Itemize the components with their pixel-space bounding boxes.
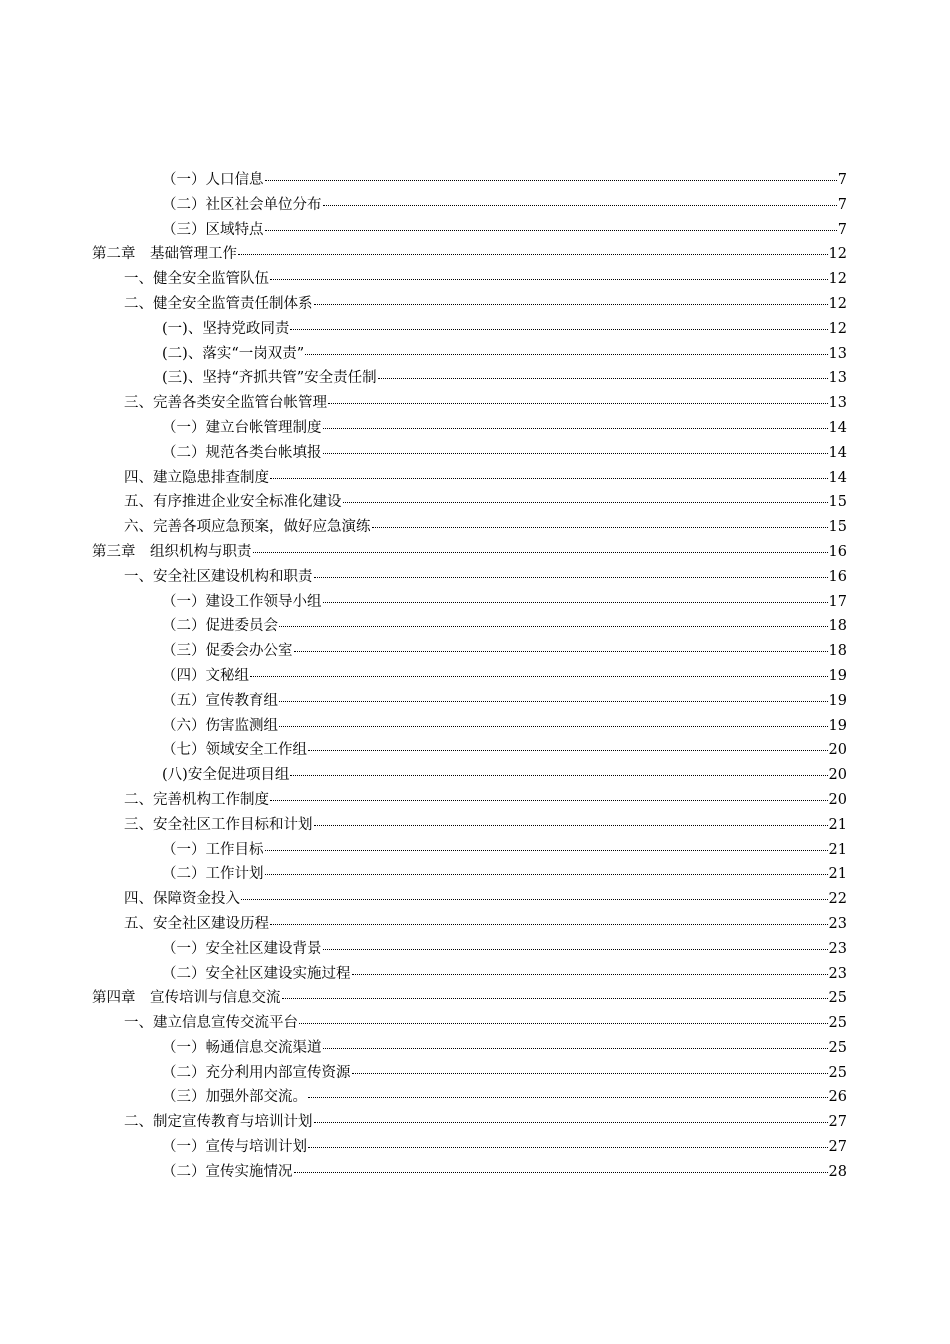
toc-entry-label: 一、安全社区建设机构和职责 xyxy=(124,568,313,585)
dot-leader xyxy=(308,750,828,751)
toc-entry-label: 五、有序推进企业安全标准化建设 xyxy=(124,494,342,511)
toc-entry-page-number: 20 xyxy=(828,791,847,808)
toc-entry[interactable] xyxy=(92,986,847,1011)
dot-leader xyxy=(290,775,827,776)
toc-entry-page-number: 13 xyxy=(828,370,847,387)
toc-entry-label: （七）领域安全工作组 xyxy=(162,742,307,759)
toc-entry[interactable] xyxy=(92,292,847,317)
toc-entry-page-number: 14 xyxy=(828,444,847,461)
dot-leader xyxy=(241,899,828,900)
toc-entry-page-number: 13 xyxy=(828,395,847,412)
dot-leader xyxy=(265,874,828,875)
toc-entry[interactable] xyxy=(92,664,847,689)
toc-entry[interactable] xyxy=(92,218,847,243)
dot-leader xyxy=(343,502,828,503)
toc-entry-page-number: 23 xyxy=(828,940,847,957)
toc-entry-page-number: 21 xyxy=(828,816,847,833)
toc-entry[interactable] xyxy=(92,1011,847,1036)
dot-leader xyxy=(372,527,828,528)
toc-entry-page-number: 16 xyxy=(828,568,847,585)
toc-entry-page-number: 7 xyxy=(837,172,847,188)
dot-leader xyxy=(265,180,837,181)
toc-entry[interactable] xyxy=(92,937,847,962)
toc-entry-page-number: 12 xyxy=(828,295,847,312)
toc-entry[interactable] xyxy=(92,317,847,342)
toc-entry[interactable] xyxy=(92,862,847,887)
toc-entry[interactable] xyxy=(92,565,847,590)
toc-entry[interactable] xyxy=(92,962,847,987)
toc-entry-page-number: 19 xyxy=(828,717,847,734)
toc-entry-label: 四、建立隐患排查制度 xyxy=(124,469,269,486)
toc-entry-label: （一）人口信息 xyxy=(162,172,264,188)
dot-leader xyxy=(265,850,828,851)
dot-leader xyxy=(270,279,828,280)
toc-entry[interactable] xyxy=(92,242,847,267)
toc-entry[interactable] xyxy=(92,738,847,763)
toc-entry-label: （二）工作计划 xyxy=(162,866,264,883)
toc-entry-page-number: 25 xyxy=(828,1015,847,1032)
toc-entry-label: （二）充分利用内部宣传资源 xyxy=(162,1064,351,1081)
toc-entry-label: 一、健全安全监管队伍 xyxy=(124,271,269,288)
toc-entry-page-number: 14 xyxy=(828,419,847,436)
dot-leader xyxy=(323,453,828,454)
dot-leader xyxy=(305,354,827,355)
toc-entry[interactable] xyxy=(92,1160,847,1185)
dot-leader xyxy=(279,726,828,727)
toc-entry[interactable] xyxy=(92,639,847,664)
toc-entry[interactable] xyxy=(92,490,847,515)
toc-entry[interactable] xyxy=(92,342,847,367)
dot-leader xyxy=(265,230,837,231)
dot-leader xyxy=(270,924,828,925)
toc-entry-page-number: 21 xyxy=(828,841,847,858)
toc-entry[interactable] xyxy=(92,614,847,639)
toc-entry[interactable] xyxy=(92,466,847,491)
dot-leader xyxy=(308,1097,828,1098)
dot-leader xyxy=(308,1147,828,1148)
toc-entry[interactable] xyxy=(92,366,847,391)
toc-entry-label: （一）建立台帐管理制度 xyxy=(162,419,322,436)
dot-leader xyxy=(314,1122,828,1123)
toc-entry-page-number: 7 xyxy=(837,196,847,213)
toc-entry-label: （二）社区社会单位分布 xyxy=(162,196,322,213)
toc-entry[interactable] xyxy=(92,689,847,714)
toc-entry-page-number: 28 xyxy=(828,1163,847,1180)
toc-entry[interactable] xyxy=(92,168,847,193)
toc-entry-page-number: 22 xyxy=(828,891,847,908)
toc-entry[interactable] xyxy=(92,788,847,813)
toc-entry[interactable] xyxy=(92,1135,847,1160)
toc-entry-page-number: 15 xyxy=(828,519,847,536)
toc-entry-label: （六）伤害监测组 xyxy=(162,717,278,734)
toc-entry-page-number: 18 xyxy=(828,618,847,635)
toc-entry[interactable] xyxy=(92,590,847,615)
toc-entry-page-number: 13 xyxy=(828,345,847,362)
toc-entry-label: （一）安全社区建设背景 xyxy=(162,940,322,957)
toc-entry-page-number: 17 xyxy=(828,593,847,610)
dot-leader xyxy=(270,800,828,801)
toc-entry[interactable] xyxy=(92,912,847,937)
toc-entry-label: 一、建立信息宣传交流平台 xyxy=(124,1015,298,1032)
toc-entry-page-number: 25 xyxy=(828,1039,847,1056)
toc-entry-label: 五、安全社区建设历程 xyxy=(124,915,269,932)
dot-leader xyxy=(352,1073,828,1074)
toc-entry-label: （一）畅通信息交流渠道 xyxy=(162,1039,322,1056)
dot-leader xyxy=(314,825,828,826)
toc-entry[interactable] xyxy=(92,416,847,441)
dot-leader xyxy=(253,552,828,553)
toc-entry-page-number: 15 xyxy=(828,494,847,511)
dot-leader xyxy=(323,428,828,429)
toc-entry-page-number: 20 xyxy=(828,767,847,784)
toc-entry-page-number: 27 xyxy=(828,1114,847,1131)
dot-leader xyxy=(282,998,828,999)
toc-entry-page-number: 7 xyxy=(837,221,847,238)
dot-leader xyxy=(323,949,828,950)
dot-leader xyxy=(323,602,828,603)
toc-entry[interactable] xyxy=(92,1085,847,1110)
toc-entry-label: （一）宣传与培训计划 xyxy=(162,1139,307,1156)
toc-entry-label: （一）建设工作领导小组 xyxy=(162,593,322,610)
toc-entry[interactable] xyxy=(92,838,847,863)
dot-leader xyxy=(294,1172,828,1173)
dot-leader xyxy=(279,701,828,702)
toc-entry-label: 二、完善机构工作制度 xyxy=(124,791,269,808)
toc-entry-label: 二、健全安全监管责任制体系 xyxy=(124,295,313,312)
toc-entry-label: （二）安全社区建设实施过程 xyxy=(162,965,351,982)
toc-entry-page-number: 26 xyxy=(828,1089,847,1106)
toc-entry-page-number: 25 xyxy=(828,990,847,1007)
dot-leader xyxy=(294,651,828,652)
toc-entry[interactable] xyxy=(92,540,847,565)
toc-entry[interactable] xyxy=(92,763,847,788)
toc-entry-label: （四）文秘组 xyxy=(162,667,249,684)
toc-entry-label: （一）工作目标 xyxy=(162,841,264,858)
dot-leader xyxy=(328,403,828,404)
toc-entry-label: 第四章 宣传培训与信息交流 xyxy=(92,990,281,1007)
toc-entry-label: (二)、落实“一岗双责” xyxy=(162,345,305,362)
toc-entry-page-number: 23 xyxy=(828,915,847,932)
toc-entry-label: 四、保障资金投入 xyxy=(124,891,240,908)
dot-leader xyxy=(352,974,828,975)
toc-entry-label: (一)、坚持党政同责 xyxy=(162,320,290,337)
toc-entry-label: （三）促委会办公室 xyxy=(162,643,293,660)
toc-entry-label: （三）区域特点 xyxy=(162,221,264,238)
toc-entry-page-number: 12 xyxy=(828,320,847,337)
toc-entry[interactable] xyxy=(92,1036,847,1061)
table-of-contents xyxy=(92,168,847,1185)
dot-leader xyxy=(250,676,828,677)
dot-leader xyxy=(323,1048,828,1049)
toc-entry[interactable] xyxy=(92,391,847,416)
dot-leader xyxy=(314,577,828,578)
dot-leader xyxy=(314,304,828,305)
toc-entry-label: 第三章 组织机构与职责 xyxy=(92,543,252,560)
dot-leader xyxy=(270,478,828,479)
toc-entry-label: 二、制定宣传教育与培训计划 xyxy=(124,1114,313,1131)
toc-entry-label: （二）规范各类台帐填报 xyxy=(162,444,322,461)
toc-entry[interactable] xyxy=(92,267,847,292)
toc-entry-page-number: 23 xyxy=(828,965,847,982)
toc-entry-label: 六、完善各项应急预案，做好应急演练 xyxy=(124,519,371,536)
toc-entry-page-number: 27 xyxy=(828,1139,847,1156)
toc-entry-label: 三、安全社区工作目标和计划 xyxy=(124,816,313,833)
dot-leader xyxy=(378,378,828,379)
toc-entry-label: （三）加强外部交流。 xyxy=(162,1089,307,1106)
toc-entry[interactable] xyxy=(92,887,847,912)
dot-leader xyxy=(323,205,837,206)
toc-entry-page-number: 12 xyxy=(828,246,847,263)
toc-entry-label: （二）宣传实施情况 xyxy=(162,1163,293,1180)
dot-leader xyxy=(290,329,827,330)
toc-entry-page-number: 16 xyxy=(828,543,847,560)
toc-entry-page-number: 19 xyxy=(828,667,847,684)
toc-entry[interactable] xyxy=(92,813,847,838)
toc-entry-page-number: 25 xyxy=(828,1064,847,1081)
toc-entry[interactable] xyxy=(92,515,847,540)
toc-entry-page-number: 18 xyxy=(828,643,847,660)
dot-leader xyxy=(299,1023,828,1024)
toc-entry-label: (三)、坚持“齐抓共管”安全责任制 xyxy=(162,370,377,387)
toc-entry-page-number: 12 xyxy=(828,271,847,288)
toc-entry-label: （二）促进委员会 xyxy=(162,618,278,635)
toc-entry-label: (八)安全促进项目组 xyxy=(162,767,290,784)
toc-entry-label: （五）宣传教育组 xyxy=(162,692,278,709)
toc-entry[interactable] xyxy=(92,441,847,466)
toc-entry[interactable] xyxy=(92,714,847,739)
toc-entry-page-number: 20 xyxy=(828,742,847,759)
toc-entry-label: 三、完善各类安全监管台帐管理 xyxy=(124,395,327,412)
toc-entry-page-number: 19 xyxy=(828,692,847,709)
dot-leader xyxy=(238,254,828,255)
toc-entry-label: 第二章 基础管理工作 xyxy=(92,246,237,263)
toc-entry-page-number: 14 xyxy=(828,469,847,486)
dot-leader xyxy=(279,626,828,627)
toc-entry-page-number: 21 xyxy=(828,866,847,883)
toc-entry[interactable] xyxy=(92,193,847,218)
toc-entry[interactable] xyxy=(92,1110,847,1135)
toc-entry[interactable] xyxy=(92,1061,847,1086)
